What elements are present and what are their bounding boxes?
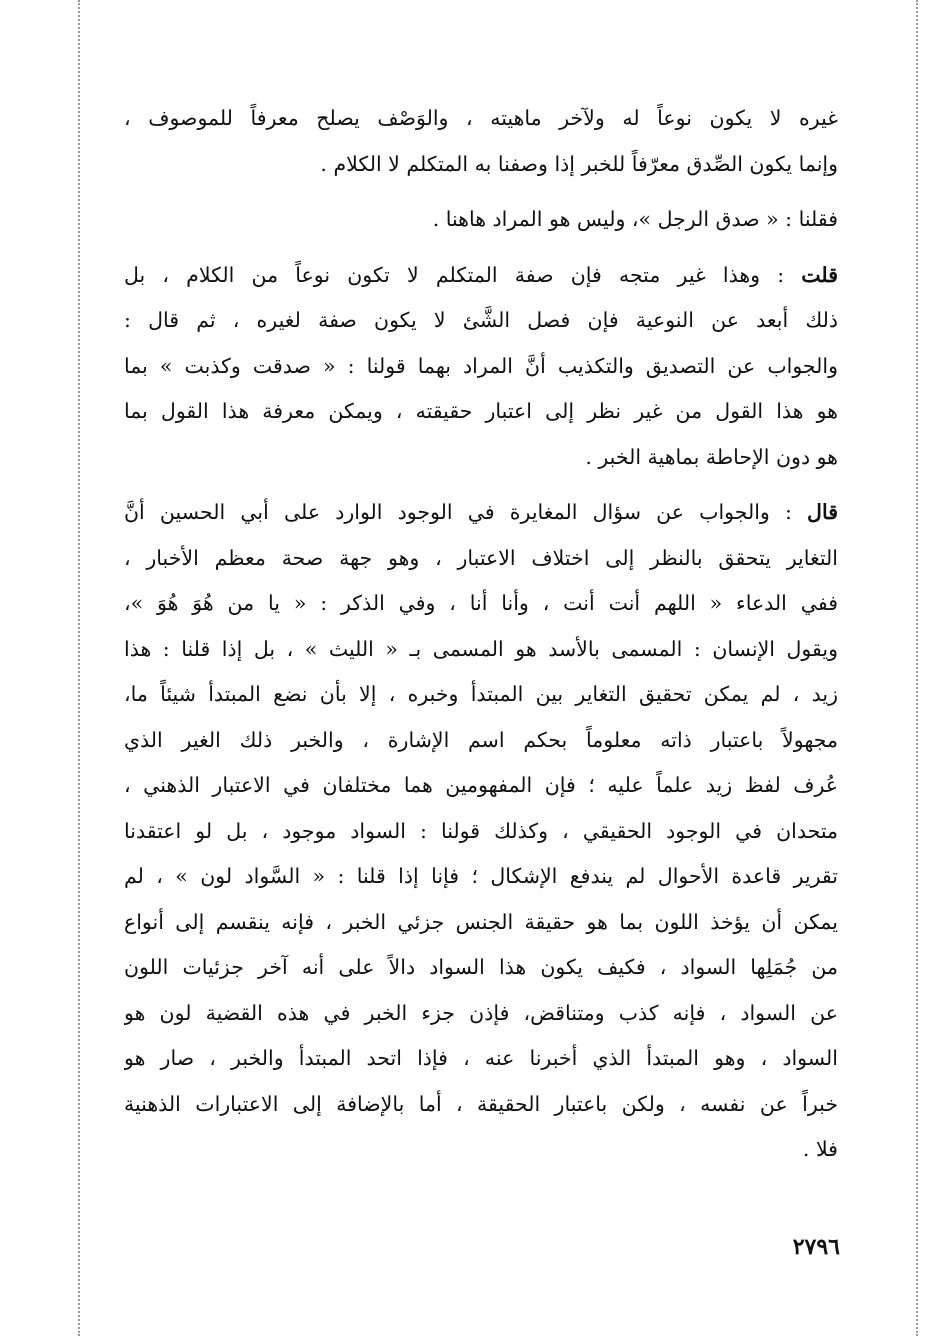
line-text: وإنما يكون الصِّدق معرّفاً للخبر إذا وصفنا به المتكلم لا الكلام . bbox=[320, 151, 838, 176]
line-text: متحدان في الوجود الحقيقي ، وكذلك قولنا : السواد موجود ، بل لو اعتقدنا bbox=[124, 818, 838, 843]
text-line bbox=[124, 854, 838, 900]
paragraph-gap bbox=[124, 187, 838, 197]
text-line bbox=[124, 1036, 838, 1082]
paragraph-lead-word: قال bbox=[807, 500, 838, 524]
text-line bbox=[124, 490, 838, 536]
line-text: فقلنا : « صدق الرجل »، وليس هو المراد هاهنا . bbox=[432, 207, 838, 231]
line-text: السواد ، وهو المبتدأ الذي أخبرنا عنه ، فإذا اتحد المبتدأ والخبر ، صار هو bbox=[124, 1046, 838, 1070]
text-line bbox=[124, 763, 838, 809]
line-text: مجهولاً باعتبار ذاته معلوماً بحكم اسم الإشارة ، والخبر ذلك الغير الذي bbox=[124, 727, 838, 752]
text-line bbox=[124, 253, 838, 299]
text-line bbox=[124, 900, 838, 946]
text-line bbox=[124, 536, 838, 582]
line-text: خبراً عن نفسه ، ولكن باعتبار الحقيقة ، أما بالإضافة إلى الاعتبارات الذهنية bbox=[124, 1091, 838, 1116]
paragraph-lead-word: قلت bbox=[801, 262, 838, 287]
paragraph bbox=[124, 490, 838, 1173]
text-line bbox=[124, 627, 838, 673]
text-line bbox=[124, 344, 838, 390]
line-text: هو هذا القول من غير نظر إلى اعتبار حقيقته ، ويمكن معرفة هذا القول بما bbox=[124, 399, 838, 423]
text-line bbox=[124, 945, 838, 991]
line-text: من جُمَلِها السواد ، فكيف يكون هذا السواد دالاً على أنه آخر جزئيات اللون bbox=[124, 955, 838, 979]
paragraph bbox=[124, 197, 838, 243]
line-text: تقرير قاعدة الأحوال لم يندفع الإشكال ؛ فإنا إذا قلنا : « السَّواد لون » ، لم bbox=[124, 864, 838, 888]
line-text: ويقول الإنسان : المسمى بالأسد هو المسمى بـ « الليث » ، بل إذا قلنا : هذا bbox=[124, 636, 838, 661]
text-line bbox=[124, 142, 838, 188]
left-margin-dotted-rule bbox=[78, 0, 80, 1336]
text-line bbox=[124, 1127, 838, 1173]
text-line bbox=[124, 581, 838, 627]
text-line bbox=[124, 1082, 838, 1128]
line-text: : والجواب عن سؤال المغايرة في الوجود الوارد على أبي الحسين أنَّ bbox=[124, 500, 808, 524]
text-line bbox=[124, 298, 838, 344]
line-text: فلا . bbox=[802, 1137, 838, 1161]
line-text: ذلك أبعد عن النوعية فإن فصل الشَّئ لا يكون صفة لغيره ، ثم قال : bbox=[124, 308, 838, 332]
page-number: ٢٧٩٦ bbox=[792, 1234, 840, 1260]
text-line bbox=[124, 809, 838, 855]
text-line bbox=[124, 96, 838, 142]
line-text: والجواب عن التصديق والتكذيب أنَّ المراد بهما قولنا : « صدقت وكذبت » بما bbox=[124, 353, 838, 378]
paragraph-gap bbox=[124, 243, 838, 253]
line-text: غيره لا يكون نوعاً له ولآخر ماهيته ، والوَصْف يصلح معرفاً للموصوف ، bbox=[124, 106, 838, 130]
text-line bbox=[124, 991, 838, 1037]
main-text bbox=[124, 96, 838, 1173]
text-line bbox=[124, 718, 838, 764]
line-text: عن السواد ، فإنه كذب ومتناقض، فإذن جزء الخبر في هذه القضية لون هو bbox=[124, 1000, 838, 1025]
line-text: : وهذا غير متجه فإن صفة المتكلم لا تكون نوعاً من الكلام ، بل bbox=[124, 262, 802, 287]
text-line bbox=[124, 435, 838, 481]
line-text: ففي الدعاء « اللهم أنت أنت ، وأنا أنا ، وفي الذكر : « يا من هُوَ هُوَ »، bbox=[124, 591, 838, 615]
paragraph bbox=[124, 253, 838, 481]
line-text: هو دون الإحاطة بماهية الخبر . bbox=[585, 444, 838, 469]
line-text: عُرف لفظ زيد علماً عليه ؛ فإن المفهومين هما مختلفان في الاعتبار الذهني ، bbox=[124, 773, 838, 797]
line-text: التغاير يتحقق بالنظر إلى اختلاف الاعتبار ، وهو جهة صحة معظم الأخبار ، bbox=[124, 545, 838, 570]
line-text: زيد ، لم يمكن تحقيق التغاير بين المبتدأ وخبره ، إلا بأن نضع المبتدأ شيئاً ما، bbox=[124, 682, 838, 706]
paragraph-gap bbox=[124, 480, 838, 490]
line-text: يمكن أن يؤخذ اللون بما هو حقيقة الجنس جزئي الخبر ، فإنه ينقسم إلى أنواع bbox=[124, 909, 838, 934]
text-line bbox=[124, 672, 838, 718]
text-line bbox=[124, 197, 838, 243]
right-margin-dotted-rule bbox=[916, 0, 918, 1336]
text-line bbox=[124, 389, 838, 435]
paragraph bbox=[124, 96, 838, 187]
